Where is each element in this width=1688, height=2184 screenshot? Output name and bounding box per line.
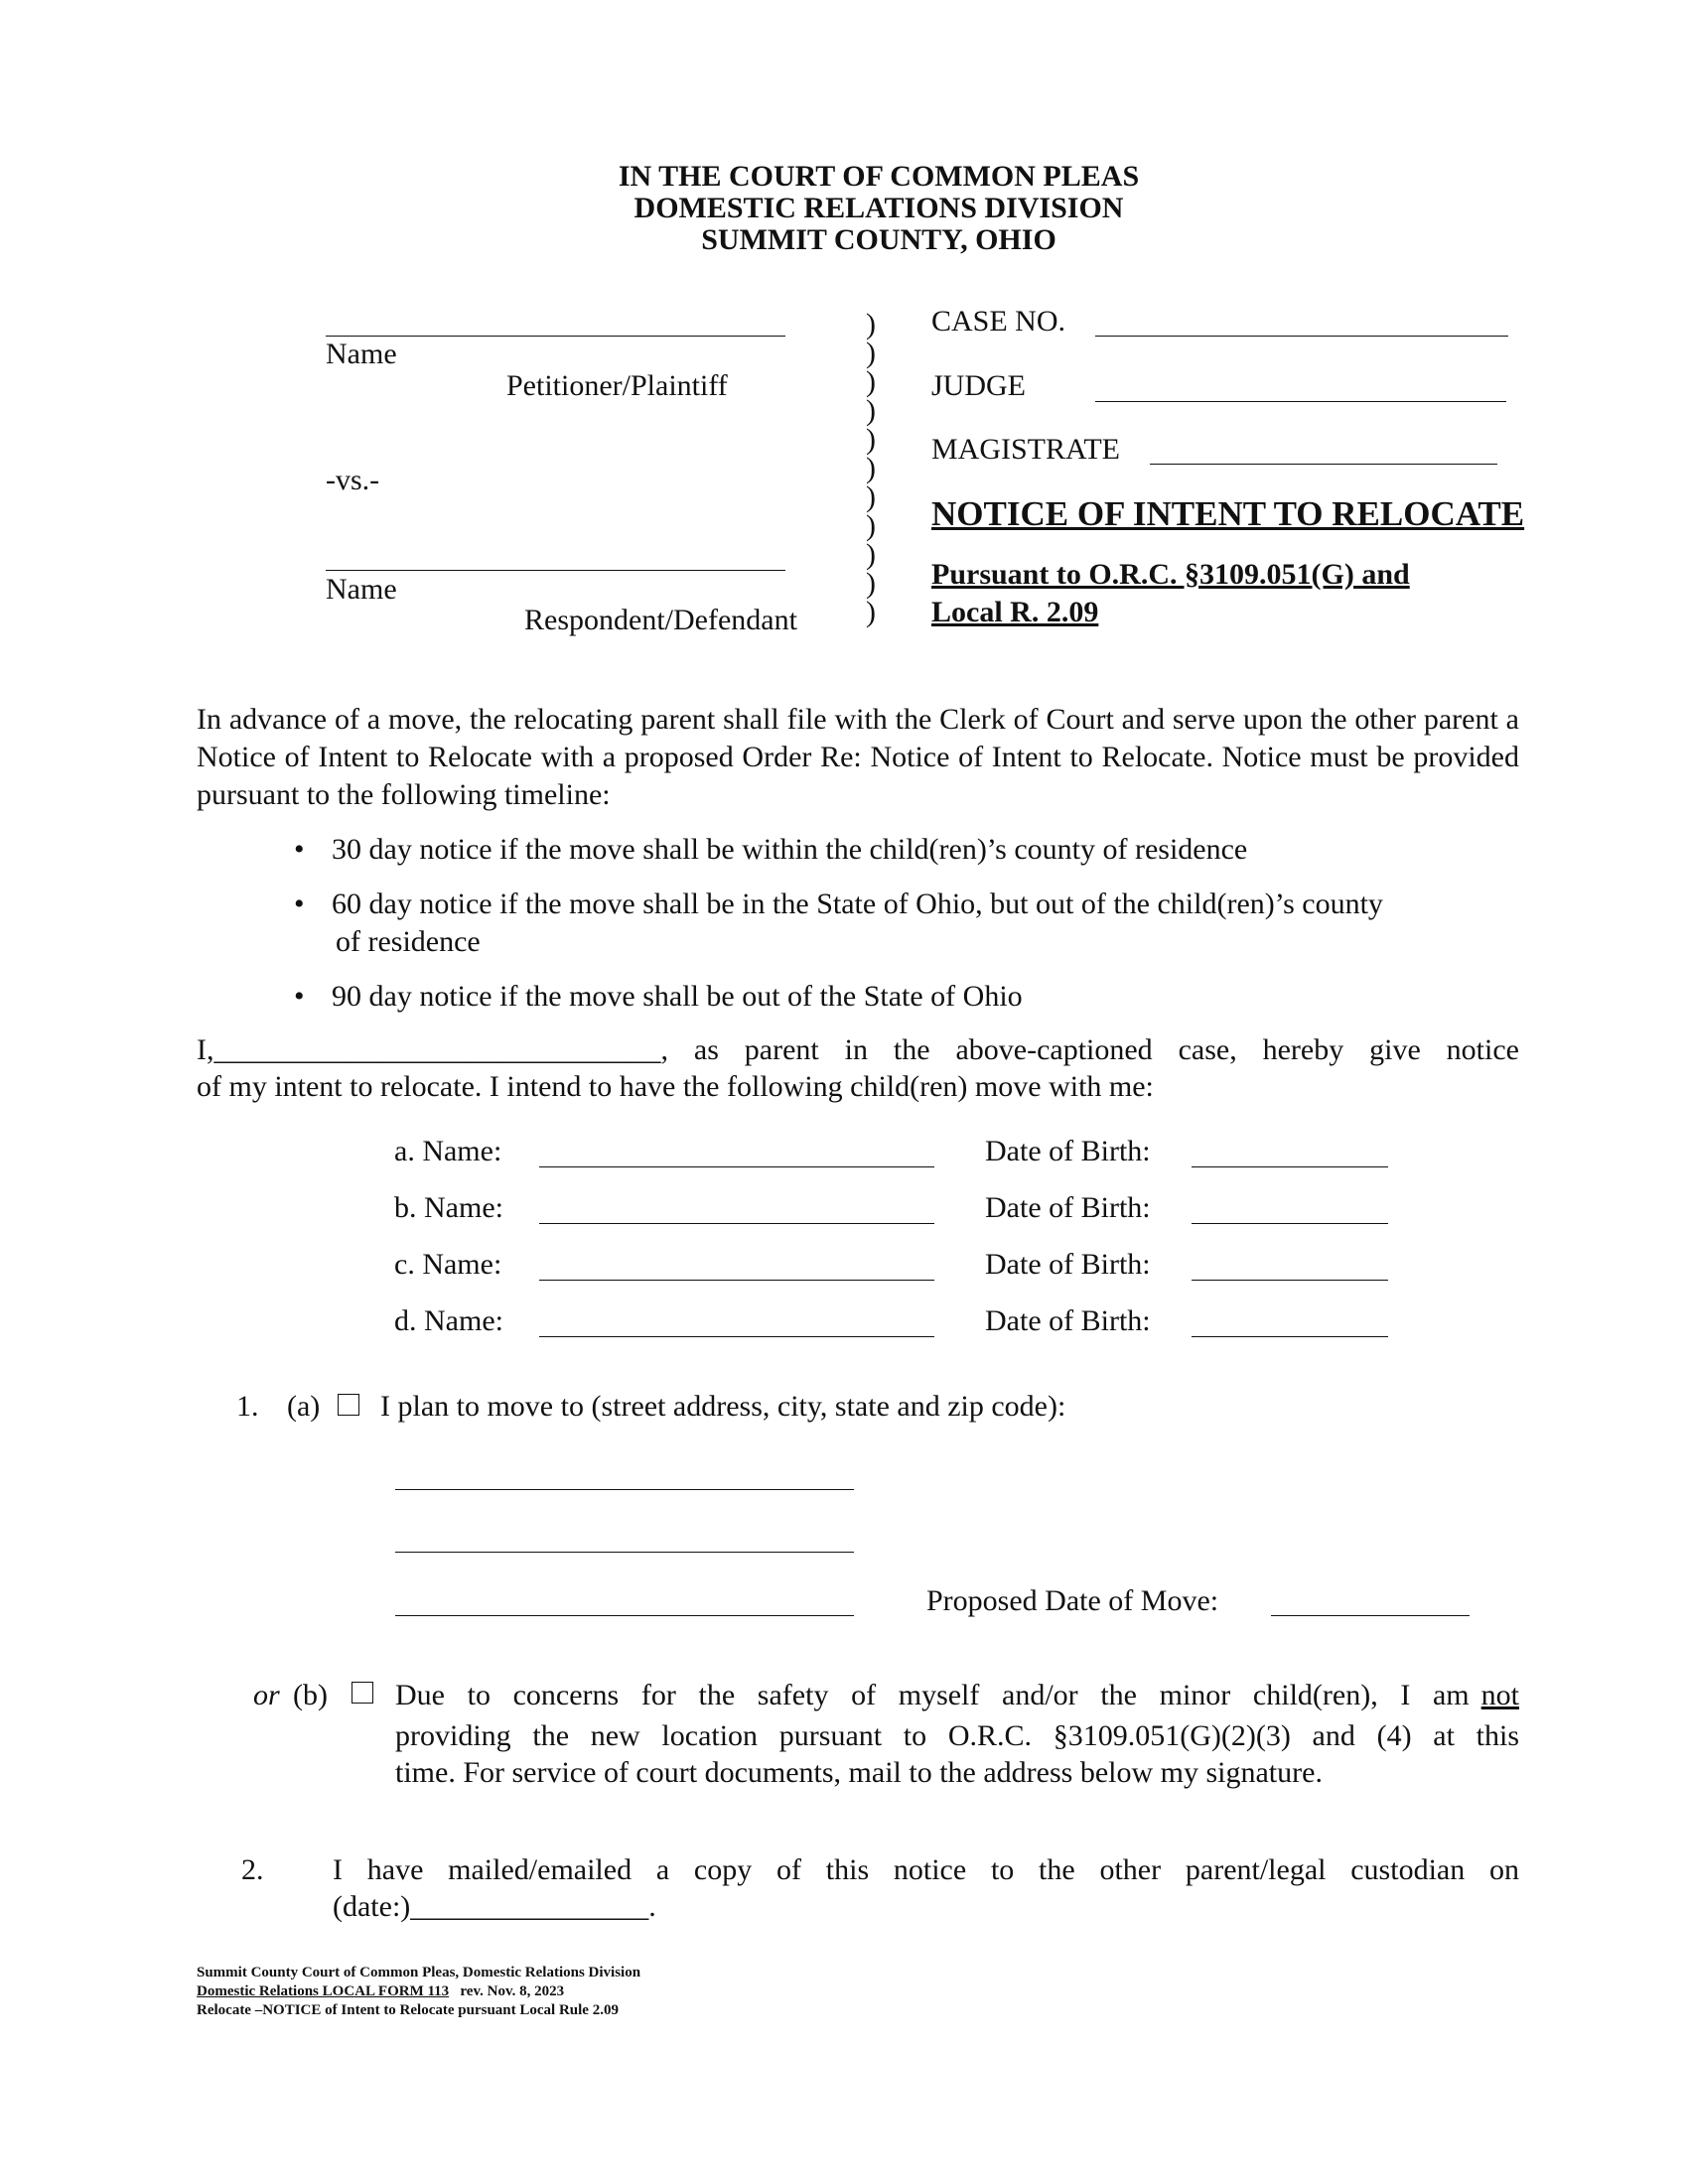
child-a-label: a. Name: [394, 1135, 502, 1167]
child-a-name-field[interactable] [539, 1166, 934, 1167]
item-1b-line2: providing the new location pursuant to O.R.C. §3109.051(G)(2)(3) and (4) at this [395, 1719, 1519, 1752]
parent-name-field[interactable]: ______________________________ [213, 1033, 661, 1066]
court-county: SUMMIT COUNTY, OHIO [701, 223, 1056, 256]
child-b-dob-field[interactable] [1192, 1223, 1388, 1224]
caption-paren: ) [866, 394, 876, 427]
new-address-line-3[interactable] [395, 1615, 854, 1616]
petitioner-role-label: Petitioner/Plaintiff [506, 369, 728, 402]
parent-statement-line1 [197, 1032, 1519, 1068]
child-c-dob-label: Date of Birth: [985, 1248, 1151, 1281]
case-no-field[interactable] [1095, 336, 1508, 337]
form-subtitle-rule: Local R. 2.09 [931, 596, 1099, 628]
judge-field[interactable] [1095, 401, 1506, 402]
child-b-name-field[interactable] [539, 1223, 934, 1224]
respondent-role-label: Respondent/Defendant [524, 604, 797, 636]
item-1-number: 1. [236, 1390, 259, 1423]
child-a-dob-label: Date of Birth: [985, 1135, 1151, 1167]
child-d-dob-label: Date of Birth: [985, 1304, 1151, 1337]
item-1b-checkbox[interactable] [352, 1682, 373, 1707]
child-c-name-field[interactable] [539, 1280, 934, 1281]
form-title: NOTICE OF INTENT TO RELOCATE [931, 494, 1525, 533]
proposed-date-field[interactable] [1271, 1615, 1470, 1616]
item-2-date-line[interactable]: (date:)________________. [333, 1890, 656, 1923]
caption-paren: ) [866, 337, 876, 369]
statement-text: , as parent in the above-captioned case, hereby give notice [660, 1033, 1519, 1066]
item-1b-label: (b) [293, 1679, 328, 1711]
timeline-60-day: 60 day notice if the move shall be in the State of Ohio, but out of the child(ren)’s county [332, 887, 1383, 920]
bullet-icon: • [294, 887, 305, 920]
child-c-label: c. Name: [394, 1248, 502, 1281]
magistrate-field[interactable] [1150, 464, 1497, 465]
footer-form-number: Domestic Relations LOCAL FORM 113 [197, 1983, 450, 1999]
judge-label: JUDGE [931, 369, 1026, 402]
footer-form [197, 1982, 564, 2001]
new-address-line-2[interactable] [395, 1552, 854, 1553]
item-2-line1: I have mailed/emailed a copy of this notice to the other parent/legal custodian on [333, 1853, 1519, 1886]
case-no-label: CASE NO. [931, 305, 1066, 338]
item-1a-checkbox[interactable] [338, 1394, 359, 1420]
child-b-dob-label: Date of Birth: [985, 1191, 1151, 1224]
caption-paren: ) [866, 452, 876, 484]
item-1a-text: I plan to move to (street address, city, state and zip code): [380, 1390, 1066, 1423]
caption-paren: ) [866, 567, 876, 600]
intro-paragraph: In advance of a move, the relocating parent shall file with the Clerk of Court and serve upon the other parent a Notice of Intent to Relocate with a proposed Order Re: Notice of Intent to Relocate. Notice must be provided pursuant to the following timeline: [197, 703, 1519, 811]
bullet-icon: • [294, 980, 305, 1013]
child-d-name-field[interactable] [539, 1336, 934, 1337]
footer-description: Relocate –NOTICE of Intent to Relocate pursuant Local Rule 2.09 [197, 2002, 619, 2018]
or-label: or [253, 1679, 280, 1711]
versus-label: -vs.- [326, 464, 380, 496]
child-c-dob-field[interactable] [1192, 1280, 1388, 1281]
item-1b-not: not [1480, 1679, 1519, 1711]
caption-divider [866, 310, 876, 626]
item-2-number: 2. [241, 1853, 264, 1886]
bullet-icon: • [294, 833, 305, 866]
magistrate-label: MAGISTRATE [931, 433, 1121, 466]
respondent-name-line[interactable] [326, 570, 785, 571]
item-1b-line1 [395, 1678, 1519, 1713]
court-name: IN THE COURT OF COMMON PLEAS [618, 160, 1140, 193]
new-address-line-1[interactable] [395, 1489, 854, 1490]
timeline-90-day: 90 day notice if the move shall be out of the State of Ohio [332, 980, 1023, 1013]
footer-court: Summit County Court of Common Pleas, Domestic Relations Division [197, 1965, 641, 1980]
child-d-dob-field[interactable] [1192, 1336, 1388, 1337]
caption-paren: ) [866, 480, 876, 513]
parent-statement-line2: of my intent to relocate. I intend to have the following child(ren) move with me: [197, 1070, 1154, 1103]
child-b-label: b. Name: [394, 1191, 503, 1224]
caption-paren: ) [866, 423, 876, 456]
caption-paren: ) [866, 596, 876, 628]
caption-paren: ) [866, 308, 876, 341]
caption-paren: ) [866, 538, 876, 571]
child-d-label: d. Name: [394, 1304, 503, 1337]
item-1b-line3: time. For service of court documents, mail to the address below my signature. [395, 1756, 1323, 1789]
footer-revision: rev. Nov. 8, 2023 [449, 1983, 565, 1999]
court-division: DOMESTIC RELATIONS DIVISION [633, 192, 1124, 224]
timeline-60-day-cont: of residence [336, 925, 481, 958]
caption-paren: ) [866, 365, 876, 398]
statement-prefix: I, [197, 1033, 214, 1066]
proposed-date-label: Proposed Date of Move: [926, 1584, 1219, 1617]
caption-paren: ) [866, 509, 876, 542]
form-subtitle-statute: Pursuant to O.R.C. §3109.051(G) and [931, 558, 1410, 591]
child-a-dob-field[interactable] [1192, 1166, 1388, 1167]
timeline-30-day: 30 day notice if the move shall be within the child(ren)’s county of residence [332, 833, 1248, 866]
item-1b-text: Due to concerns for the safety of myself and/or the minor child(ren), I am [395, 1679, 1470, 1711]
item-1a-label: (a) [287, 1390, 321, 1423]
petitioner-name-label: Name [326, 338, 397, 370]
respondent-name-label: Name [326, 573, 397, 606]
